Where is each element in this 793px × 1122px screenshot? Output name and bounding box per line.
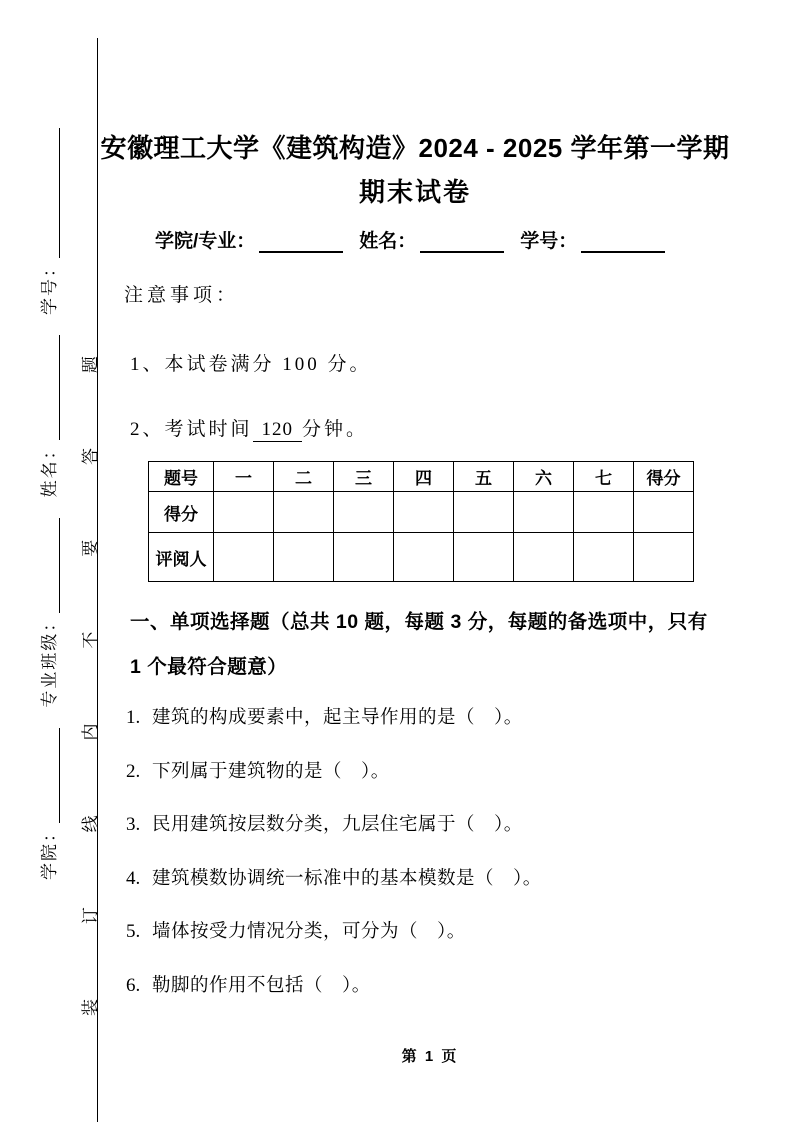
reviewer-cell <box>634 533 694 582</box>
score-table-header-cell: 二 <box>274 462 334 492</box>
binding-char: 线 <box>81 815 100 833</box>
reviewer-cell <box>454 533 514 582</box>
score-cell <box>274 492 334 533</box>
binding-char: 题 <box>81 356 100 374</box>
score-cell <box>514 492 574 533</box>
section-heading: 一、单项选择题（总共 10 题，每题 3 分，每题的备选项中，只有 1 个最符合题意） <box>130 611 708 678</box>
score-cell <box>334 492 394 533</box>
score-cell <box>214 492 274 533</box>
margin-field-name-label: 姓名： <box>40 440 59 498</box>
reviewer-cell <box>574 533 634 582</box>
score-row-label: 得分 <box>149 492 214 533</box>
field-name-label: 姓名： <box>359 231 417 252</box>
question-item <box>126 864 542 890</box>
question-number: 6. <box>126 975 141 996</box>
margin-field-class <box>35 518 60 708</box>
score-table-header-cell: 一 <box>214 462 274 492</box>
score-table-reviewer-row <box>149 533 694 582</box>
field-college-major-label: 学院/专业： <box>155 231 256 252</box>
question-number: 5. <box>126 921 141 942</box>
blank-underline <box>259 231 343 253</box>
score-table-header-cell: 得分 <box>634 462 694 492</box>
exam-subtitle: 期末试卷 <box>358 177 471 207</box>
score-cell <box>574 492 634 533</box>
margin-field-class-label: 专业班级： <box>40 612 59 708</box>
margin-field-college-label: 学院： <box>40 823 59 880</box>
binding-char: 装 <box>81 999 100 1016</box>
margin-field-student-id <box>35 128 60 315</box>
question-item <box>126 971 371 997</box>
binding-char: 要 <box>81 539 100 557</box>
blank-underline <box>39 728 60 823</box>
reviewer-cell <box>514 533 574 582</box>
score-table <box>148 461 694 582</box>
exam-duration-value: 120 <box>253 419 303 442</box>
blank-underline <box>581 231 665 253</box>
field-student-id-label: 学号： <box>520 231 578 252</box>
field-college-major <box>155 226 343 253</box>
score-table-header-cell: 三 <box>334 462 394 492</box>
binding-seal-text <box>76 356 98 1016</box>
score-cell <box>634 492 694 533</box>
blank-underline <box>39 335 60 440</box>
notice-item-2-prefix: 2、考试时间 <box>130 419 253 440</box>
binding-char: 内 <box>81 723 100 741</box>
score-table-header-cell: 六 <box>514 462 574 492</box>
field-name <box>359 226 504 253</box>
reviewer-cell <box>214 533 274 582</box>
blank-underline <box>39 128 60 258</box>
binding-char: 订 <box>81 907 100 925</box>
binding-char: 答 <box>81 447 100 465</box>
question-text: 下列属于建筑物的是（ ）。 <box>152 760 390 781</box>
question-item <box>126 757 390 783</box>
margin-student-fields <box>34 128 60 880</box>
blank-underline <box>420 231 504 253</box>
exam-content <box>100 0 730 1122</box>
question-text: 墙体按受力情况分类，可分为（ ）。 <box>152 920 466 941</box>
reviewer-row-label: 评阅人 <box>149 533 214 582</box>
question-number: 2. <box>126 761 141 782</box>
notice-heading: 注意事项： <box>124 285 240 306</box>
reviewer-cell <box>334 533 394 582</box>
score-cell <box>454 492 514 533</box>
score-cell <box>394 492 454 533</box>
score-table-header-cell: 四 <box>394 462 454 492</box>
reviewer-cell <box>394 533 454 582</box>
margin-field-name <box>35 335 60 497</box>
notice-item-2-suffix: 分钟。 <box>302 419 369 440</box>
score-table-header-cell: 七 <box>574 462 634 492</box>
margin-field-college <box>35 728 60 880</box>
field-student-id <box>520 226 665 253</box>
margin-field-student-id-label: 学号： <box>40 258 59 316</box>
question-text: 勒脚的作用不包括（ ）。 <box>152 974 371 995</box>
question-number: 1. <box>126 707 141 728</box>
notice-item-1: 1、本试卷满分 100 分。 <box>130 354 372 375</box>
score-table-score-row <box>149 492 694 533</box>
score-table-header-cell: 题号 <box>149 462 214 492</box>
page-number: 第 1 页 <box>401 1048 459 1065</box>
score-table-header-row <box>149 462 694 492</box>
question-text: 民用建筑按层数分类，九层住宅属于（ ）。 <box>152 813 523 834</box>
exam-title: 安徽理工大学《建筑构造》2024 - 2025 学年第一学期 <box>100 133 730 163</box>
notice-item-2 <box>130 414 368 442</box>
question-item <box>126 703 523 729</box>
question-item <box>126 917 466 943</box>
blank-underline <box>39 518 60 613</box>
binding-char: 不 <box>81 631 100 649</box>
student-info-row <box>155 226 665 253</box>
question-number: 3. <box>126 814 141 835</box>
question-text: 建筑的构成要素中，起主导作用的是（ ）。 <box>152 706 523 727</box>
reviewer-cell <box>274 533 334 582</box>
question-item <box>126 810 523 836</box>
question-number: 4. <box>126 868 141 889</box>
score-table-header-cell: 五 <box>454 462 514 492</box>
question-text: 建筑模数协调统一标准中的基本模数是（ ）。 <box>152 867 542 888</box>
